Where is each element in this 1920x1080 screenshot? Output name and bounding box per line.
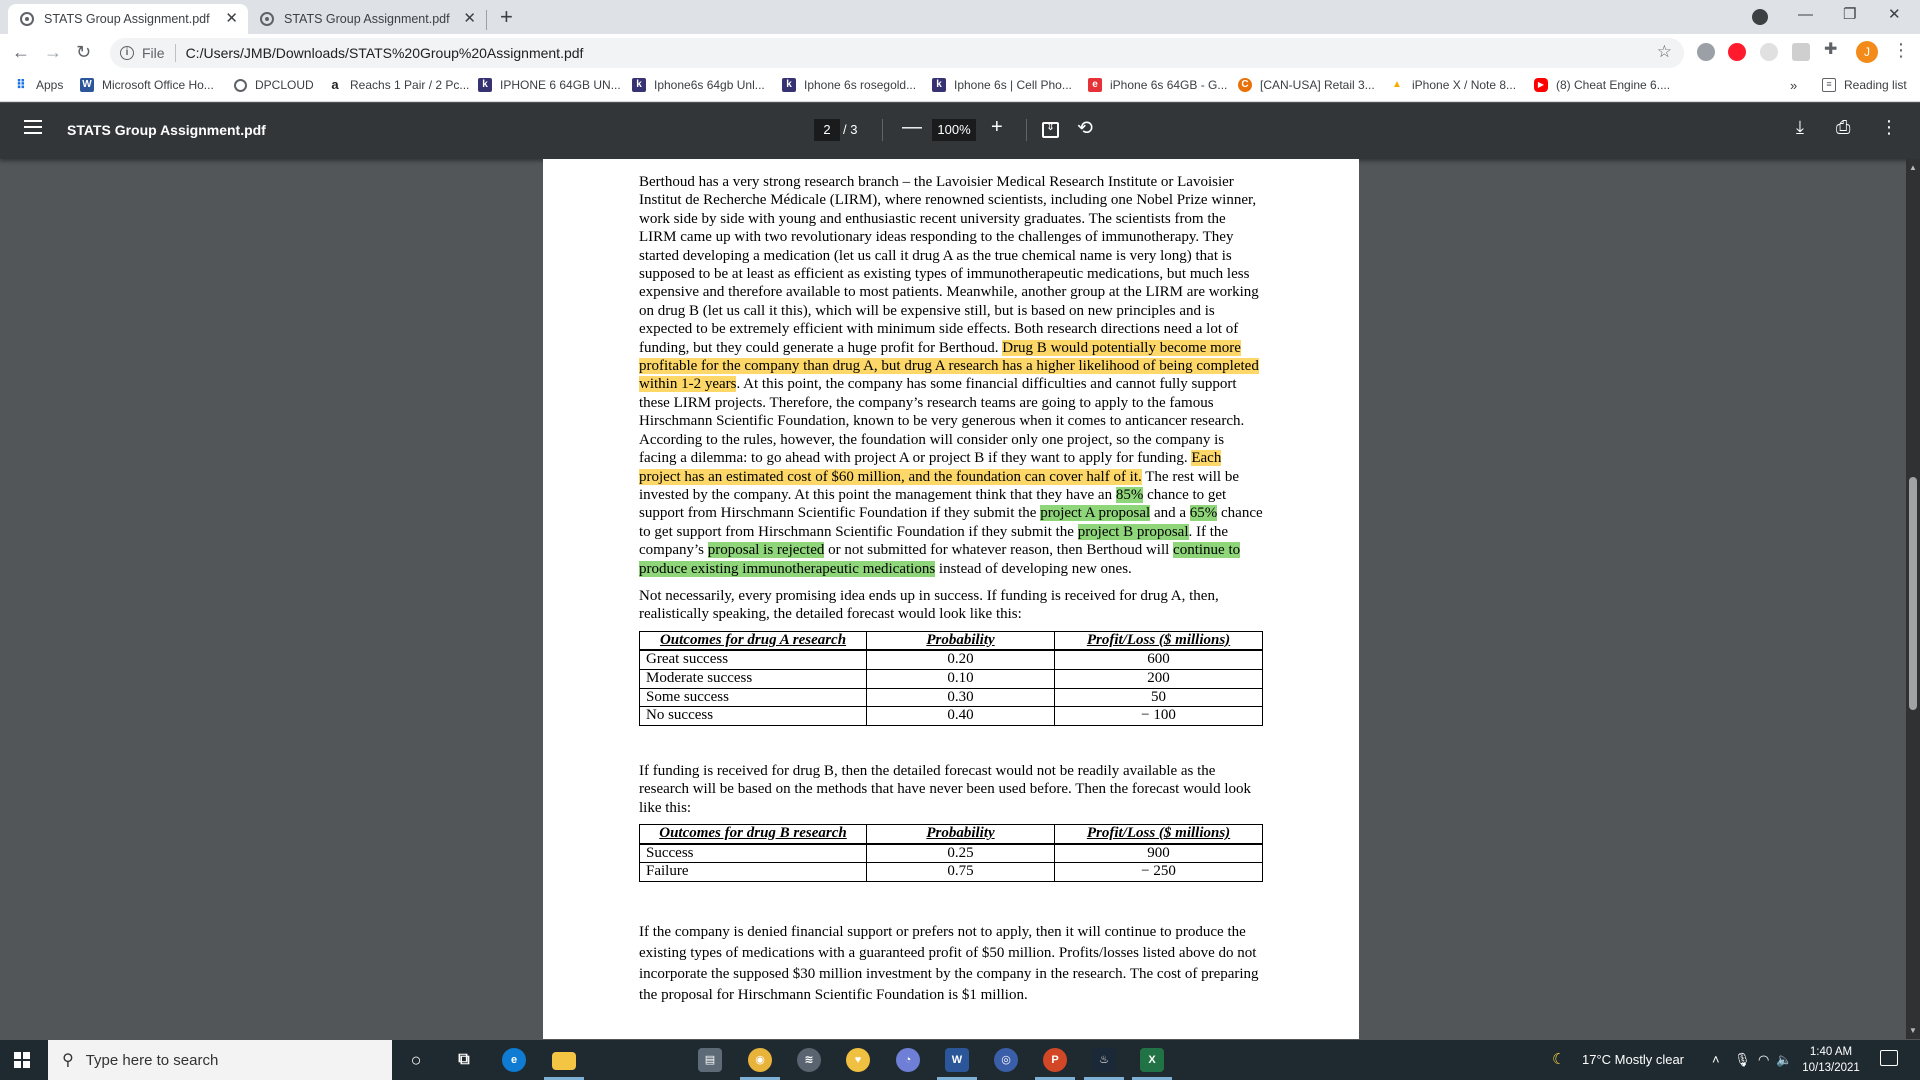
youtube-icon: ▶ [1534, 78, 1548, 92]
windows-taskbar [0, 1040, 1920, 1080]
bookmark-item[interactable] [632, 78, 765, 92]
paragraph-text: Berthoud has a very strong research branch – the Lavoisier Medical Research Institute or Lavoisier Institut de Recherche Médicale (LIRM), where renowned scientists, including one Nobel Prize winner, work side by side with young and enthusiastic recent university graduates. The scientists from the LIRM came up with two revolutionary ideas responding to the challenges of immunotherapy. They started developing a medication (let us call it drug A as the true chemical name is very long) that is supposed to be at least as efficient as existing types of immunotherapeutic medications, but much less expensive and therefore available to most patients. Meanwhile, another group at the LIRM are working on drug B (let us call it this), which will be expensive still, but is based on new principles and is expected to be extremely efficient with minimum side effects. Both research directions need a lot of funding, but they could generate a huge profit for Berthoud. [639, 174, 1259, 356]
windows-start-icon[interactable] [14, 1052, 30, 1068]
column-header: Probability [867, 824, 1055, 843]
address-bar[interactable] [110, 38, 1684, 68]
bookmark-label: DPCLOUD [255, 78, 314, 92]
table-cell: Great success [640, 650, 867, 669]
tab-strip [0, 0, 1920, 34]
close-window-icon[interactable]: ✕ [1888, 6, 1901, 23]
table-row [640, 863, 1263, 882]
paragraph-text: . At this point, the company has some financial difficulties and cannot fully support these LIRM projects. Therefore, the company’s research teams are going to apply to the famous Hirschmann Scientific Foundation, known to be very generous when it comes to anticancer research. According to the rules, however, the foundation will consider only one project, so the company is facing a dilemma: to go ahead with project A or project B if they want to apply for funding. [639, 376, 1245, 467]
column-header: Profit/Loss ($ millions) [1055, 824, 1263, 843]
bookmark-apps[interactable] [14, 78, 63, 92]
bookmark-item[interactable] [932, 78, 1072, 92]
close-icon[interactable]: ✕ [463, 10, 476, 27]
rotate-icon[interactable]: ⟲ [1077, 118, 1093, 139]
scrollbar-thumb[interactable] [1909, 477, 1917, 710]
table-cell: 0.10 [867, 669, 1055, 688]
minimize-icon[interactable]: — [1798, 6, 1813, 23]
paragraph-no-funding: If the company is denied financial support or prefers not to apply, then it will continue to produce the existing types of medications with a guaranteed profit of $50 million. Profits/losses listed above do not incorporate the supposed $30 million investment by the company in the research. The cost of preparing the proposal for Hirschmann Scientific Foundation is $1 million. [639, 923, 1259, 1003]
profile-avatar[interactable]: J [1856, 41, 1878, 63]
highlighted-text: Each project has an estimated cost of $60 million, and the foundation can cover half of it. [639, 450, 1222, 485]
bookmark-label: iPhone X / Note 8... [1412, 78, 1517, 92]
zoom-in-icon[interactable]: + [991, 116, 1003, 138]
bookmark-item[interactable] [1238, 78, 1375, 92]
ebay-icon: e [1088, 78, 1102, 92]
restore-icon[interactable]: ❐ [1843, 6, 1857, 23]
table-row [640, 707, 1263, 726]
reload-icon[interactable]: ↻ [76, 42, 92, 62]
globe-icon [234, 79, 247, 92]
bookmark-star-icon[interactable]: ☆ [1656, 42, 1672, 61]
table-cell: 0.40 [867, 707, 1055, 726]
tab-inactive[interactable] [248, 4, 486, 34]
table-header-row [640, 631, 1263, 650]
amazon-icon: a [331, 77, 339, 92]
steam-icon[interactable]: ♨ [1092, 1048, 1116, 1072]
microphone-icon[interactable]: 🎙 [1734, 1052, 1751, 1067]
bookmark-item[interactable] [782, 78, 916, 92]
network-icon[interactable]: ◠ [1758, 1052, 1770, 1067]
table-cell: 0.30 [867, 688, 1055, 707]
paragraph-text: or not submitted for whatever reason, then Berthoud will [824, 542, 1174, 559]
word-icon[interactable]: W [945, 1048, 969, 1072]
kijiji-icon: k [932, 78, 946, 92]
file-explorer-icon[interactable] [552, 1052, 576, 1070]
powerpoint-icon[interactable]: P [1043, 1048, 1067, 1072]
table-row [640, 844, 1263, 863]
paragraph-text: and a [1150, 505, 1190, 522]
bookmark-label: Microsoft Office Ho... [102, 78, 214, 92]
bookmark-item[interactable] [234, 78, 314, 92]
extension-icon[interactable] [1792, 43, 1810, 61]
bookmark-label: iPhone 6s 64GB - G... [1110, 78, 1228, 92]
reading-list-icon: ≡ [1822, 78, 1836, 92]
highlighted-text: Drug B would potentially become more profitable for the company than drug A, but drug A research has a higher likelihood of being completed within 1-2 years [639, 339, 1259, 393]
column-header: Profit/Loss ($ millions) [1055, 631, 1263, 650]
cortana-icon[interactable]: ○ [410, 1050, 422, 1070]
new-tab-button[interactable]: + [500, 4, 513, 29]
moon-weather-icon[interactable]: ☾ [1552, 1051, 1566, 1068]
drug-a-forecast-table [639, 631, 1263, 726]
discord-icon[interactable]: ◔ [896, 1048, 920, 1072]
page-number-input[interactable]: 2 [814, 119, 840, 141]
extension-icon[interactable] [1697, 43, 1715, 61]
paragraph-intro [639, 173, 1263, 578]
scroll-up-icon[interactable]: ▲ [1909, 163, 1917, 172]
url-scheme: File [142, 45, 165, 61]
page-content [639, 173, 1263, 1006]
browser-toolbar [0, 34, 1920, 72]
column-header: Outcomes for drug A research [640, 631, 867, 650]
scroll-down-icon[interactable]: ▼ [1909, 1026, 1917, 1035]
paragraph-text: . If the company’s [639, 523, 1229, 559]
toolbar-divider [1026, 119, 1027, 141]
bookmark-item[interactable] [80, 78, 214, 92]
close-icon[interactable]: ✕ [225, 10, 238, 27]
bookmark-item[interactable] [1088, 78, 1227, 92]
tab-divider [486, 10, 487, 30]
weather-text[interactable]: 17°C Mostly clear [1582, 1052, 1685, 1067]
bookmark-label: Iphone 6s | Cell Pho... [954, 78, 1072, 92]
column-header: Probability [867, 631, 1055, 650]
paragraph-drug-b-intro: If funding is received for drug B, then the detailed forecast would not be readily available as the research will be based on the methods that have never been used before. Then the forecast would look like this: [639, 762, 1252, 816]
column-header: Outcomes for drug B research [640, 824, 867, 843]
bookmark-item[interactable] [1390, 78, 1516, 92]
tab-search-icon[interactable] [1752, 9, 1768, 25]
paragraph-drug-a-intro: Not necessarily, every promising idea ends up in success. If funding is received for drug A, then, realistically speaking, the detailed forecast would look like this: [639, 587, 1219, 623]
puzzle-icon[interactable]: ✚ [1824, 41, 1838, 58]
highlighted-text: 65% [1189, 505, 1218, 522]
zoom-input[interactable]: 100% [932, 119, 976, 141]
chrome-icon[interactable]: ◉ [748, 1048, 772, 1072]
office-icon: W [80, 78, 94, 92]
bookmark-label: Iphone 6s rosegold... [804, 78, 917, 92]
steam-alt-icon[interactable]: ◎ [994, 1048, 1018, 1072]
bookmark-item[interactable] [478, 78, 621, 92]
spacer [639, 726, 1263, 762]
table-cell: 0.75 [867, 863, 1055, 882]
bookmark-label: Apps [36, 78, 64, 92]
paragraph-text: The rest will be invested by the company. At this point the management think that they have an [639, 468, 1239, 503]
print-icon[interactable]: ⎙ [1836, 117, 1851, 137]
photos-icon[interactable]: ▤ [698, 1048, 722, 1072]
table-cell: 50 [1055, 688, 1263, 707]
url-text[interactable]: C:/Users/JMB/Downloads/STATS%20Group%20Assignment.pdf [185, 45, 584, 61]
tab-active[interactable] [8, 4, 248, 34]
table-cell: Failure [640, 863, 867, 882]
pinned-app-icon[interactable]: ♥ [846, 1048, 870, 1072]
forward-icon[interactable]: → [44, 42, 62, 62]
page-total: / 3 [843, 122, 858, 137]
table-cell: Success [640, 844, 867, 863]
notification-center-icon[interactable] [1880, 1050, 1898, 1066]
bookmark-label: (8) Cheat Engine 6.... [1556, 78, 1671, 92]
highlighted-text: project B proposal [1077, 523, 1189, 540]
table-row [640, 688, 1263, 707]
volume-icon[interactable]: 🔈 [1776, 1052, 1793, 1067]
apps-grid-icon: ⠿ [15, 77, 27, 92]
pdf-page [543, 159, 1359, 1039]
table-cell: 600 [1055, 650, 1263, 669]
info-icon[interactable]: i [120, 46, 134, 60]
tab-title: STATS Group Assignment.pdf [284, 12, 450, 26]
table-cell: Moderate success [640, 669, 867, 688]
highlighted-text: continue to produce existing immunotherapeutic medications [639, 542, 1241, 577]
bookmark-label: Reachs 1 Pair / 2 Pc... [350, 78, 470, 92]
highlighted-text: 85% [1115, 486, 1144, 503]
paragraph-text: chance to get support from Hirschmann Scientific Foundation if they submit the [639, 486, 1227, 522]
kijiji-icon: k [478, 78, 492, 92]
search-placeholder: Type here to search [85, 1051, 219, 1069]
system-clock[interactable] [1796, 1044, 1866, 1076]
kijiji-icon: k [782, 78, 796, 92]
vertical-scrollbar[interactable] [1906, 159, 1920, 1039]
table-cell: 0.25 [867, 844, 1055, 863]
globe-icon [20, 12, 34, 26]
search-icon: ⚲ [62, 1052, 74, 1069]
table-row [640, 669, 1263, 688]
table-cell: 900 [1055, 844, 1263, 863]
bookmark-label: IPHONE 6 64GB UN... [500, 78, 621, 92]
clock-date: 10/13/2021 [1802, 1062, 1860, 1074]
kijiji-icon: k [632, 78, 646, 92]
drug-b-forecast-table [639, 824, 1263, 882]
bookmark-item[interactable] [1534, 78, 1670, 92]
more-options-icon[interactable]: ⋮ [1880, 117, 1898, 137]
spacer [639, 882, 1263, 922]
clock-time: 1:40 AM [1809, 1046, 1853, 1058]
paragraph-text: instead of developing new ones. [935, 560, 1132, 577]
task-view-icon[interactable]: ⧉ [458, 1051, 470, 1068]
bookmark-item[interactable] [328, 78, 469, 92]
fit-to-page-icon[interactable] [1042, 122, 1059, 138]
table-cell: 0.20 [867, 650, 1055, 669]
excel-icon[interactable]: X [1140, 1048, 1164, 1072]
reading-list-label: Reading list [1844, 78, 1907, 92]
table-cell: 200 [1055, 669, 1263, 688]
toolbar-divider [882, 119, 883, 141]
bookmark-label: [CAN-USA] Retail 3... [1260, 78, 1375, 92]
opera-icon[interactable] [1728, 43, 1746, 61]
table-cell: No success [640, 707, 867, 726]
reading-list-button[interactable] [1822, 78, 1907, 92]
chevron-up-icon[interactable]: ˄ [1712, 1052, 1720, 1067]
highlighted-text: proposal is rejected [707, 542, 825, 559]
download-icon[interactable]: ⤓ [1796, 117, 1804, 137]
back-icon[interactable]: ← [12, 42, 30, 62]
shop-icon: C [1238, 78, 1252, 92]
warning-icon: ▲ [1392, 79, 1402, 90]
spotify-icon[interactable]: ≋ [797, 1048, 821, 1072]
paragraph-text: chance to get support from Hirschmann Scientific Foundation if they submit the [639, 505, 1263, 540]
table-row [640, 650, 1263, 669]
menu-icon[interactable] [24, 120, 42, 134]
edge-icon[interactable]: e [502, 1048, 526, 1072]
taskbar-search-box[interactable] [48, 1040, 392, 1080]
extension-icon[interactable] [1760, 43, 1778, 61]
bookmark-label: Iphone6s 64gb Unl... [654, 78, 765, 92]
omnibox-divider [175, 44, 176, 62]
table-cell: − 250 [1055, 863, 1263, 882]
table-cell: Some success [640, 688, 867, 707]
browser-menu-icon[interactable]: ⋮ [1892, 40, 1910, 60]
zoom-out-icon[interactable]: — [902, 116, 922, 138]
document-title: STATS Group Assignment.pdf [67, 122, 266, 138]
bookmarks-bar [0, 72, 1920, 102]
highlighted-text: project A proposal [1040, 505, 1151, 522]
table-header-row [640, 824, 1263, 843]
table-cell: − 100 [1055, 707, 1263, 726]
bookmarks-overflow-icon[interactable]: » [1790, 78, 1798, 93]
tab-title: STATS Group Assignment.pdf [44, 12, 210, 26]
pdf-toolbar [0, 103, 1920, 159]
globe-icon [260, 12, 274, 26]
